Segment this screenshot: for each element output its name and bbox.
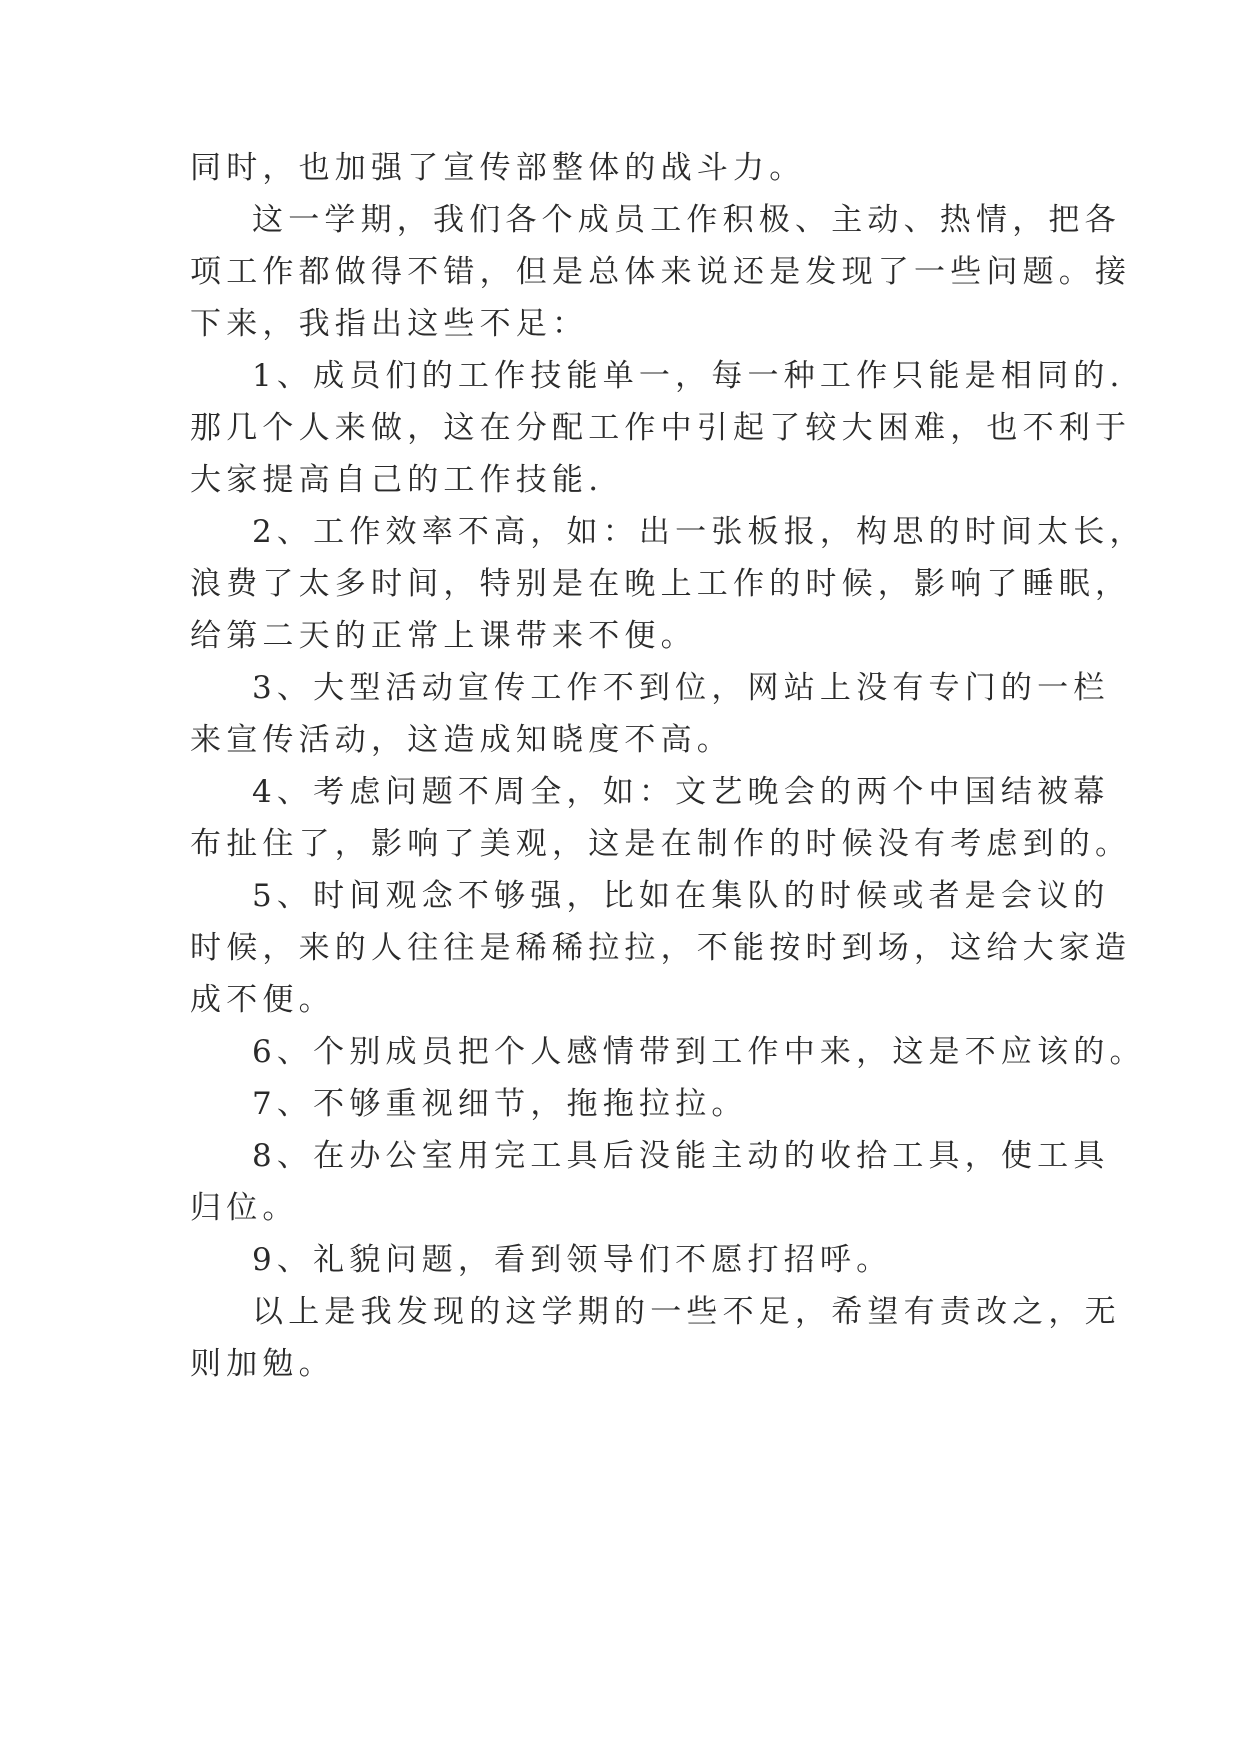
text-line: 1、成员们的工作技能单一，每一种工作只能是相同的.	[252, 358, 1125, 394]
text-line: 2、工作效率不高，如：出一张板报，构思的时间太长，	[252, 514, 1146, 550]
text-line: 8、在办公室用完工具后没能主动的收拾工具，使工具	[252, 1138, 1110, 1174]
text-line: 大家提高自己的工作技能.	[190, 462, 604, 498]
text-line: 成不便。	[190, 982, 335, 1018]
text-line: 下来，我指出这些不足：	[190, 306, 589, 342]
text-line: 以上是我发现的这学期的一些不足，希望有责改之，无	[252, 1294, 1121, 1330]
text-line: 则加勉。	[190, 1346, 335, 1382]
text-line: 浪费了太多时间，特别是在晚上工作的时候，影响了睡眠，	[190, 566, 1132, 602]
text-line: 6、个别成员把个人感情带到工作中来，这是不应该的。	[252, 1034, 1146, 1070]
text-line: 那几个人来做，这在分配工作中引起了较大困难，也不利于	[190, 410, 1132, 446]
text-line: 同时，也加强了宣传部整体的战斗力。	[190, 150, 806, 186]
text-line: 7、不够重视细节，拖拖拉拉。	[252, 1086, 748, 1122]
text-line: 4、考虑问题不周全，如：文艺晚会的两个中国结被幕	[252, 774, 1110, 810]
text-line: 这一学期，我们各个成员工作积极、主动、热情，把各	[252, 202, 1121, 238]
text-line: 3、大型活动宣传工作不到位，网站上没有专门的一栏	[252, 670, 1110, 706]
text-line: 归位。	[190, 1190, 299, 1226]
text-line: 时候，来的人往往是稀稀拉拉，不能按时到场，这给大家造	[190, 930, 1132, 966]
text-line: 布扯住了，影响了美观，这是在制作的时候没有考虑到的。	[190, 826, 1132, 862]
text-line: 项工作都做得不错，但是总体来说还是发现了一些问题。接	[190, 254, 1132, 290]
text-line: 9、礼貌问题，看到领导们不愿打招呼。	[252, 1242, 893, 1278]
text-line: 给第二天的正常上课带来不便。	[190, 618, 697, 654]
text-line: 来宣传活动，这造成知晓度不高。	[190, 722, 733, 758]
text-line: 5、时间观念不够强，比如在集队的时候或者是会议的	[252, 878, 1110, 914]
